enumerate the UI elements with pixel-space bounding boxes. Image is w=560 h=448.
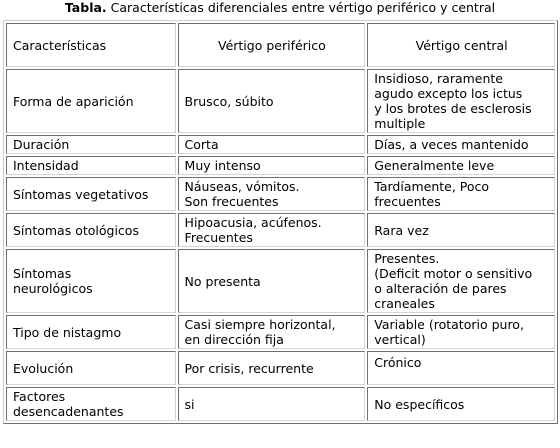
table-row — [6, 156, 555, 175]
table-row — [6, 69, 555, 133]
cell-feature — [6, 177, 176, 211]
cell-line: Por crisis, recurrente — [184, 360, 314, 376]
header-peripheral: Vértigo periférico — [178, 23, 366, 67]
table-row — [6, 315, 555, 349]
cell-feature — [6, 213, 176, 247]
cell-line: si — [184, 396, 195, 412]
cell-line: Factores — [13, 389, 66, 404]
cell-line: Rara vez — [374, 222, 429, 238]
cell-central — [367, 387, 555, 421]
cell-peripheral — [178, 315, 366, 349]
cell-line: No específicos — [374, 396, 465, 412]
cell-line: Frecuentes — [184, 230, 253, 245]
cell-feature — [6, 69, 176, 133]
cell-central — [367, 156, 555, 175]
cell-central — [367, 315, 555, 349]
cell-feature — [6, 135, 176, 154]
cell-line: Náuseas, vómitos. — [184, 179, 300, 194]
cell-central — [367, 249, 555, 313]
cell-feature — [6, 315, 176, 349]
cell-feature — [6, 249, 176, 313]
cell-line: vertical) — [374, 332, 426, 347]
cell-central — [367, 69, 555, 133]
table-row — [6, 249, 555, 313]
cell-line: multiple — [374, 116, 426, 131]
header-feature: Características — [6, 23, 176, 67]
cell-peripheral — [178, 213, 366, 247]
cell-peripheral — [178, 177, 366, 211]
table-body — [6, 23, 555, 421]
cell-line: Crónico — [374, 355, 422, 370]
table-row — [6, 387, 555, 421]
cell-line: Insidioso, raramente — [374, 71, 504, 86]
header-central: Vértigo central — [367, 23, 555, 67]
cell-feature — [6, 156, 176, 175]
cell-central — [367, 351, 555, 385]
cell-line: Generalmente leve — [374, 158, 495, 173]
caption-text: Características diferenciales entre vértigo periférico y central — [106, 0, 496, 15]
cell-feature — [6, 387, 176, 421]
cell-peripheral — [178, 135, 366, 154]
cell-line: y los brotes de esclerosis — [374, 101, 532, 116]
cell-line: Brusco, súbito — [184, 93, 274, 109]
cell-line: agudo excepto los ictus — [374, 86, 523, 101]
cell-feature — [6, 351, 176, 385]
cell-line: Muy intenso — [184, 158, 261, 173]
cell-central — [367, 213, 555, 247]
table-row — [6, 135, 555, 154]
cell-peripheral — [178, 69, 366, 133]
cell-line: Duración — [13, 137, 70, 152]
cell-peripheral — [178, 156, 366, 175]
cell-peripheral — [178, 249, 366, 313]
table-caption — [0, 0, 560, 18]
table-row — [6, 213, 555, 247]
cell-peripheral — [178, 351, 366, 385]
differential-table — [3, 20, 558, 424]
cell-peripheral — [178, 387, 366, 421]
cell-line: No presenta — [184, 273, 261, 289]
cell-line: o alteración de pares — [374, 281, 507, 296]
cell-line: Son frecuentes — [184, 194, 279, 209]
cell-line: Forma de aparición — [13, 93, 134, 109]
cell-line: craneales — [374, 296, 435, 311]
cell-central — [367, 177, 555, 211]
cell-line: Variable (rotatorio puro, — [374, 317, 524, 332]
caption-label: Tabla. — [64, 0, 107, 15]
cell-line: en dirección fija — [184, 332, 284, 347]
cell-line: frecuentes — [374, 194, 441, 209]
cell-line: Corta — [184, 137, 219, 152]
header-row — [6, 23, 555, 67]
cell-line: Casi siempre horizontal, — [184, 317, 336, 332]
cell-line: desencadenantes — [13, 404, 124, 419]
cell-line: neurológicos — [13, 281, 93, 296]
table-row — [6, 177, 555, 211]
cell-line: Tardíamente, Poco — [374, 179, 490, 194]
cell-line: Días, a veces mantenido — [374, 137, 529, 152]
table-row — [6, 351, 555, 385]
cell-line: Tipo de nistagmo — [13, 324, 122, 340]
cell-line: Evolución — [13, 360, 74, 376]
cell-line: (Deficit motor o sensitivo — [374, 266, 533, 281]
cell-line: Hipoacusia, acúfenos. — [184, 215, 322, 230]
cell-line: Síntomas — [13, 266, 72, 281]
cell-line: Presentes. — [374, 251, 440, 266]
cell-central — [367, 135, 555, 154]
cell-line: Intensidad — [13, 158, 79, 173]
cell-line: Síntomas otológicos — [13, 222, 139, 238]
cell-line: Síntomas vegetativos — [13, 186, 149, 202]
